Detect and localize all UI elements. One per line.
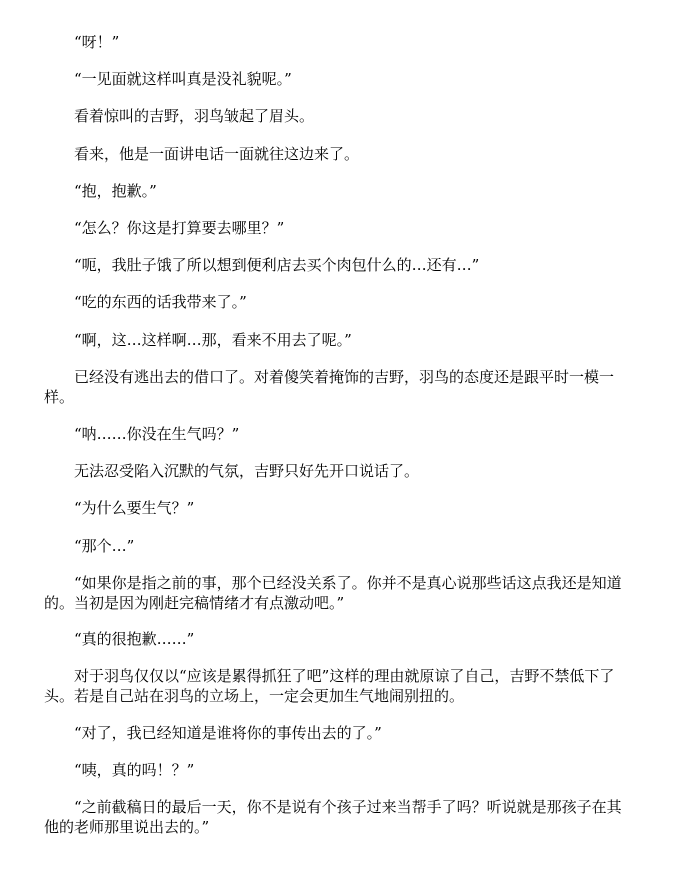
- paragraph-1: “呀！”: [74, 33, 120, 51]
- paragraph-10: 已经没有逃出去的借口了。对着傻笑着掩饰的吉野，羽鸟的态度还是跟平时一模一样。: [44, 368, 615, 406]
- paragraph-7: “呃，我肚子饿了所以想到便利店去买个肉包什么的…还有…”: [74, 256, 480, 274]
- paragraph-3: 看着惊叫的吉野，羽鸟皱起了眉头。: [74, 107, 315, 125]
- paragraph-8: “吃的东西的话我带来了。”: [74, 293, 247, 311]
- paragraph-9: “啊，这…这样啊…那，看来不用去了呢。”: [74, 331, 352, 349]
- paragraph-20: “之前截稿日的最后一天，你不是说有个孩子过来当帮手了吗？听说就是那孩子在其他的老师那里说出去的。”: [44, 798, 622, 836]
- paragraph-4: 看来，他是一面讲电话一面就往这边来了。: [74, 145, 360, 163]
- paragraph-12: 无法忍受陷入沉默的气氛，吉野只好先开口说话了。: [74, 462, 420, 480]
- paragraph-17: 对于羽鸟仅仅以“应该是累得抓狂了吧”这样的理由就原谅了自己，吉野不禁低下了头。若是自己站在羽鸟的立场上，一定会更加生气地闹别扭的。: [44, 667, 615, 705]
- paragraph-11: “呐……你没在生气吗？”: [74, 425, 240, 443]
- paragraph-5: “抱，抱歉。”: [74, 182, 157, 200]
- paragraph-16: “真的很抱歉……”: [74, 630, 195, 648]
- paragraph-15: “如果你是指之前的事，那个已经没关系了。你并不是真心说那些话这点我还是知道的。当初是因为刚赶完稿情绪才有点激动吧。”: [44, 574, 622, 612]
- paragraph-19: “咦，真的吗！？”: [74, 761, 195, 779]
- paragraph-6: “怎么？你这是打算要去哪里？”: [74, 219, 285, 237]
- paragraph-14: “那个…”: [74, 537, 135, 555]
- paragraph-18: “对了，我已经知道是谁将你的事传出去的了。”: [74, 724, 382, 742]
- paragraph-2: “一见面就这样叫真是没礼貌呢。”: [74, 70, 292, 88]
- paragraph-13: “为什么要生气？”: [74, 499, 195, 517]
